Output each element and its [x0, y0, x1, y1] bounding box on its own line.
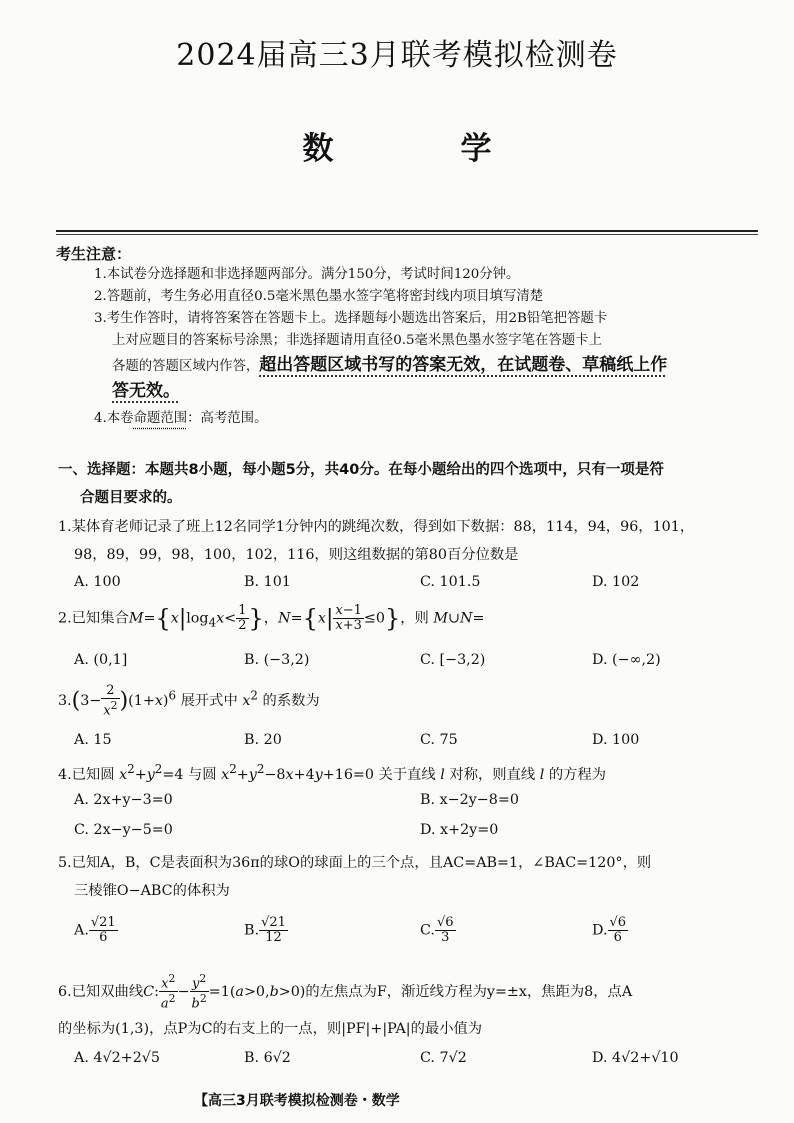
question-text: 对称，则直线	[449, 766, 536, 783]
notice-item-3: 3.考生作答时，请将答案答在答题卡上。选择题每小题选出答案后，用2B铅笔把答题卡	[94, 311, 608, 326]
question-3: 3.(3− $\frac{2}{x^2}$ )$(1+x)^6$ 展开式中 $x^2$ 的系数为	[58, 683, 320, 719]
notice-text: 4.本卷	[94, 411, 134, 426]
q2-option-d: D. (−∞,2)	[592, 652, 661, 668]
subject-title: 数 学	[302, 131, 540, 167]
divider	[56, 234, 758, 235]
notice-emphasis: 命题范围	[133, 411, 188, 426]
notice-item-3-cont	[112, 354, 667, 378]
question-2: 2.已知集合$M=\{x|\log_4x<$ $\frac{1}{2}$ }，N={x| $\frac{x-1}{x+3}$ ≤0}，则 M∪N=	[58, 603, 485, 633]
notice-item-3-cont: 上对应题目的答案标号涂黑；非选择题请用直径0.5毫米黑色墨水签字笔在答题卡上	[112, 333, 602, 348]
q6-option-b: B. 6√2	[244, 1050, 291, 1066]
notice-text: ：高考范围。	[187, 411, 268, 426]
q1-option-a: A. 100	[74, 574, 121, 590]
q2-option-c: C. [−3,2)	[420, 652, 486, 668]
q5-option-c: C. $\frac{√6}{3}$	[420, 915, 454, 945]
q5-option-d: D. $\frac{√6}{6}$	[592, 915, 627, 945]
q1-option-c: C. 101.5	[420, 574, 481, 590]
notice-item-2: 2.答题前，考生务必用直径0.5毫米黑色墨水签字笔将密封线内项目填写清楚	[94, 289, 544, 304]
q4-option-b: B. x−2y−8=0	[420, 792, 519, 808]
q5-option-a: A. $\frac{√21}{6}$	[74, 915, 116, 945]
q4-option-a: A. 2x+y−3=0	[74, 792, 173, 808]
question-6: 6.已知双曲线C: $\frac{x^2}{a^2}$ − $\frac{y^2}{b^2}$ =1(a>0,b>0)的左焦点为F，渐近线方程为y=±x，焦距为8，点A	[58, 972, 633, 1012]
q2-option-b: B. (−3,2)	[244, 652, 310, 668]
q3-option-d: D. 100	[592, 732, 640, 748]
question-5-cont: 三棱锥O−ABC的体积为	[74, 883, 230, 899]
q5-option-b: B. $\frac{√21}{12}$	[244, 915, 286, 945]
exam-title: 2024届高三3月联考模拟检测卷	[176, 38, 618, 73]
question-1: 1.某体育老师记录了班上12名同学1分钟内的跳绳次数，得到如下数据：88，114，94，96，101，	[58, 519, 695, 535]
q3-option-b: B. 20	[244, 732, 282, 748]
notice-emphasis: 超出答题区域书写的答案无效，在试题卷、草稿纸上作	[259, 355, 668, 375]
option-label: C.	[420, 922, 435, 939]
notice-text: 各题的答题区域内作答，	[112, 359, 260, 374]
q6-option-c: C. 7√2	[420, 1050, 467, 1066]
question-text: 的方程为	[548, 766, 607, 783]
q3-option-a: A. 15	[74, 732, 112, 748]
question-6-cont: 的坐标为(1,3)，点P为C的右支上的一点，则|PF|+|PA|的最小值为	[58, 1021, 483, 1037]
question-4: 4.已知圆 $x^2+y^2=4$ 与圆 $x^2+y^2-8x+4y+16=0$ 关于直线 l 对称，则直线 l 的方程为	[58, 762, 607, 783]
option-label: D.	[592, 922, 608, 939]
page-footer: 【高三3月联考模拟检测卷・数学	[194, 1093, 400, 1109]
question-text: 与圆	[188, 766, 217, 783]
q4-option-d: D. x+2y=0	[420, 822, 499, 838]
question-text: 6.已知双曲线	[58, 983, 144, 1000]
notice-item-4	[94, 408, 267, 430]
question-text: 展开式中	[180, 693, 238, 710]
notice-heading: 考生注意：	[56, 245, 132, 263]
option-label: B.	[244, 922, 260, 939]
option-label: A.	[74, 922, 89, 939]
q6-option-a: A. 4√2+2√5	[74, 1050, 160, 1066]
question-5: 5.已知A，B，C是表面积为36π的球O的球面上的三个点，且AC=AB=1，∠BAC=120°，则	[58, 855, 652, 871]
q3-option-c: C. 75	[420, 732, 458, 748]
question-text: 4.已知圆	[58, 766, 115, 783]
question-text: 的系数为	[262, 693, 320, 710]
section-heading-cont: 合题目要求的。	[80, 490, 182, 506]
q6-option-d: D. 4√2+√10	[592, 1050, 679, 1066]
q1-option-b: B. 101	[244, 574, 291, 590]
notice-item-3-end	[112, 380, 180, 404]
q1-option-d: D. 102	[592, 574, 640, 590]
divider	[56, 230, 758, 232]
question-text: 关于直线	[378, 766, 436, 783]
q2-option-a: A. (0,1]	[74, 652, 128, 668]
question-1-cont: 98，89，99，98，100，102，116，则这组数据的第80百分位数是	[74, 547, 519, 563]
section-heading: 一、选择题：本题共8小题，每小题5分，共40分。在每小题给出的四个选项中，只有一项是符	[58, 462, 664, 478]
question-text: 的左焦点为F，渐近线方程为y=±x，焦距为8，点A	[305, 983, 633, 1000]
notice-item-1: 1.本试卷分选择题和非选择题两部分。满分150分，考试时间120分钟。	[94, 267, 520, 282]
q4-option-c: C. 2x−y−5=0	[74, 822, 173, 838]
question-text: 2.已知集合	[58, 610, 129, 627]
notice-emphasis: 答无效。	[112, 381, 180, 401]
